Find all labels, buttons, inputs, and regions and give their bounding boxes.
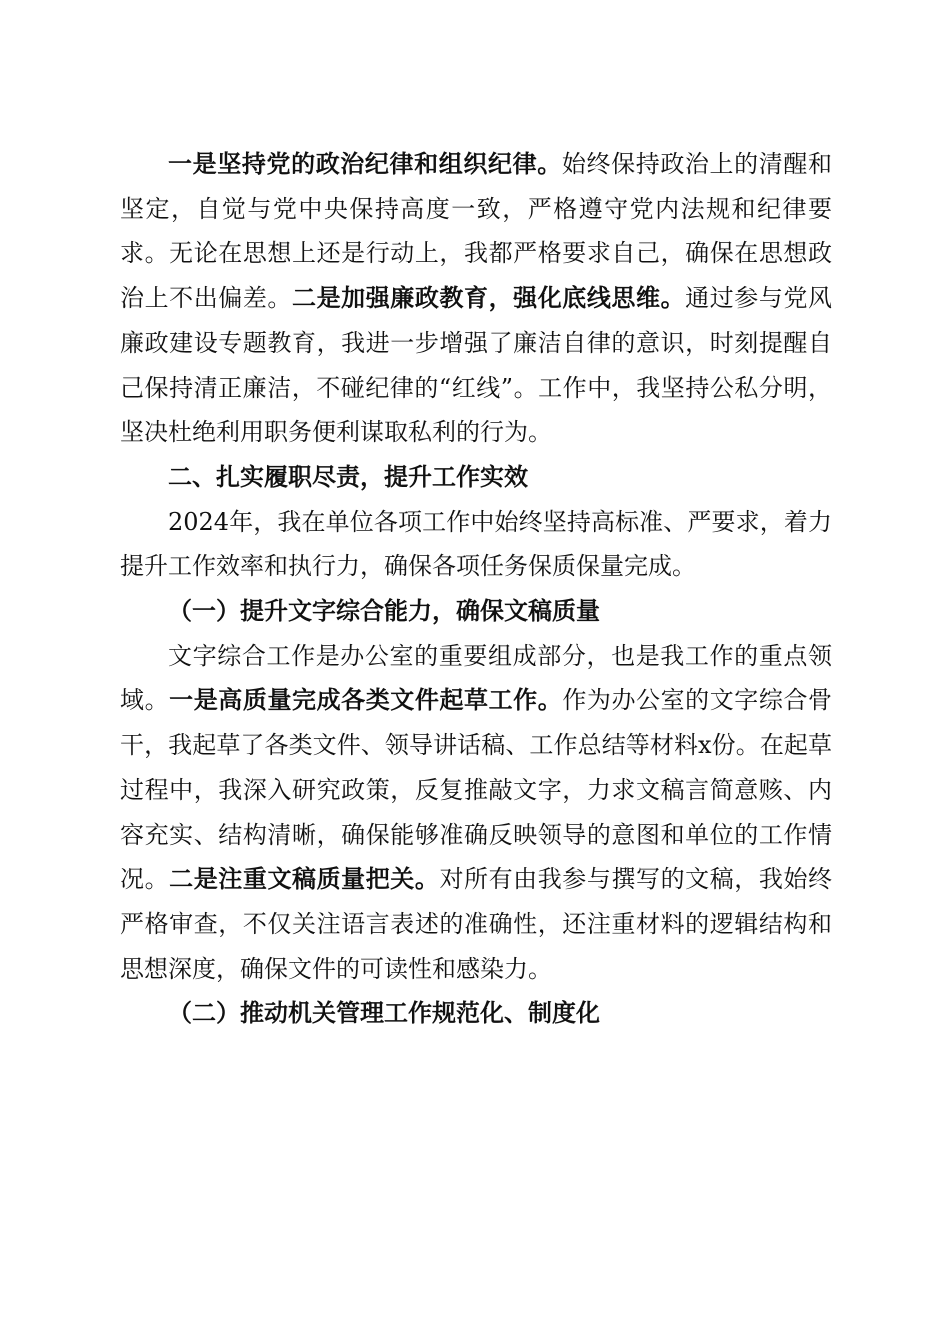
document-page: [120, 142, 832, 1036]
subsection-two-heading: （二）推动机关管理工作规范化、制度化: [168, 999, 600, 1028]
point-two-title: 二是加强廉政教育，强化底线思维。: [292, 284, 686, 313]
point-one-title: 一是坚持党的政治纪律和组织纪律。: [168, 150, 562, 178]
point-two-text: 通过参与党风廉政建设专题教育，我进一步增强了廉洁自律的意识，时刻提醒自己保持清正廉洁，不碰纪律的“红线”。工作中，我坚持公私分明，坚决杜绝利用职务便利谋取私利的行为。: [120, 284, 833, 447]
writing-point-two-title: 二是注重文稿质量把关。: [169, 865, 440, 894]
paragraph-writing: [120, 634, 832, 992]
writing-point-one-title: 一是高质量完成各类文件起草工作。: [169, 686, 563, 715]
paragraph-discipline: [120, 142, 832, 455]
section-two-heading: 二、扎实履职尽责，提升工作实效: [168, 462, 528, 491]
subsection-one-heading: （一）提升文字综合能力，确保文稿质量: [168, 597, 600, 626]
writing-point-two-text: 对所有由我参与撰写的文稿，我始终严格审查，不仅关注语言表述的准确性，还注重材料的逻辑结构和思想深度，确保文件的可读性和感染力。: [120, 865, 833, 983]
writing-point-one-text: 作为办公室的文字综合骨干，我起草了各类文件、领导讲话稿、工作总结等材料x份。在起草过程中，我深入研究政策，反复推敲文字，力求文稿言简意赅、内容充实、结构清晰，确保能够准确反映领导的意图和单位的工作情况。: [120, 686, 833, 894]
paragraph-section-two-intro: 2024年，我在单位各项工作中始终坚持高标准、严要求，着力提升工作效率和执行力，确保各项任务保质保量完成。: [120, 507, 832, 581]
writing-intro-text: 文字综合工作是办公室的重要组成部分，也是我工作的重点领域。: [120, 641, 832, 715]
point-one-text: 始终保持政治上的清醒和坚定，自觉与党中央保持高度一致，严格遵守党内法规和纪律要求。无论在思想上还是行动上，我都严格要求自己，确保在思想政治上不出偏差。: [120, 150, 833, 313]
